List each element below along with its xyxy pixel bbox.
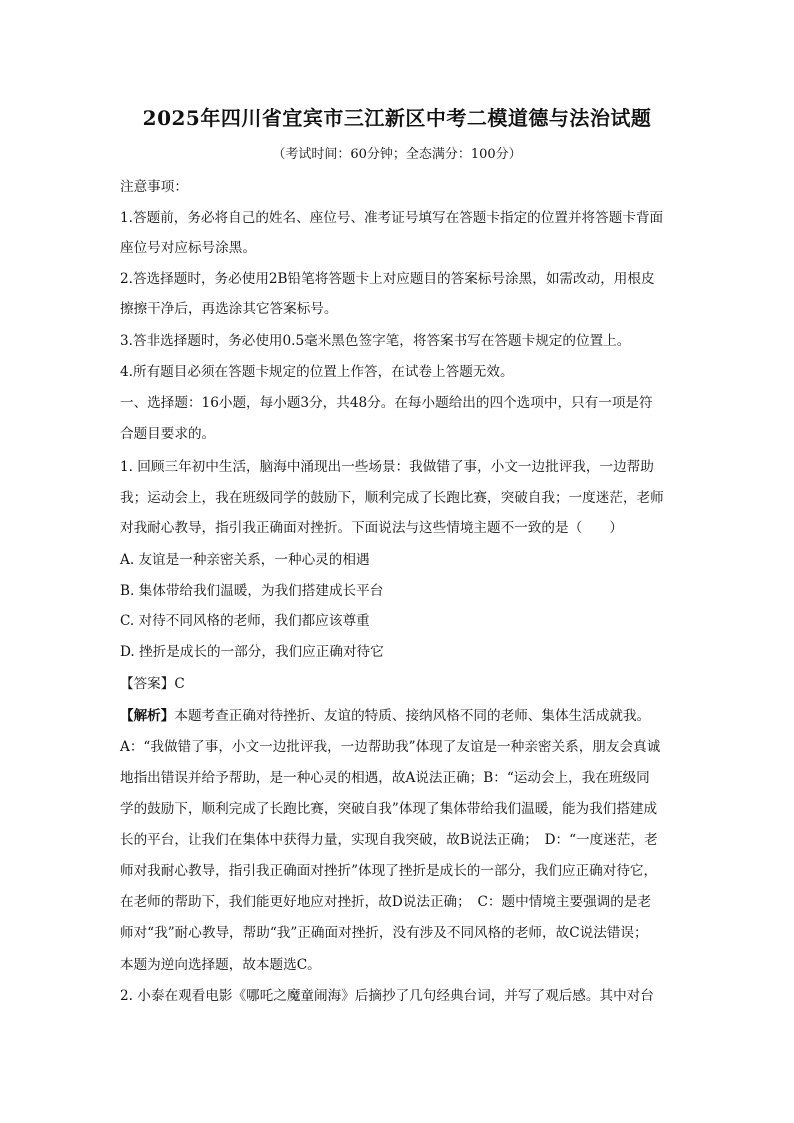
notice-line: 2.答选择题时，务必使用2B铅笔将答题卡上对应题目的答案标号涂黑，如需改动，用根皮 <box>120 271 655 287</box>
notice-line: 3.答非选择题时，务必使用0.5毫米黑色签字笔，将答案书写在答题卡规定的位置上。 <box>120 333 631 349</box>
analysis-first-line <box>120 706 650 726</box>
question-1-stem: 对我耐心教导，指引我正确面对挫折。下面说法与这些情境主题不一致的是（ ） <box>120 520 623 536</box>
notice-line: 擦擦干净后，再选涂其它答案标号。 <box>120 301 338 317</box>
section-heading: 合题目要求的。 <box>120 426 216 442</box>
notice-line: 座位号对应标号涂黑。 <box>120 240 256 256</box>
exam-info-subtitle: （考试时间：60分钟；全态满分：100分） <box>272 147 522 162</box>
notice-heading: 注意事项： <box>120 179 188 195</box>
analysis-line: A：“我做错了事，小文一边批评我，一边帮助我”体现了友谊是一种亲密关系，朋友会真诚 <box>120 739 661 755</box>
option-d: D. 挫折是成长的一部分，我们应正确对待它 <box>120 644 384 660</box>
option-c: C. 对待不同风格的老师，我们都应该尊重 <box>120 613 370 629</box>
option-b: B. 集体带给我们温暖，为我们搭建成长平台 <box>120 583 384 599</box>
notice-line: 4.所有题目必须在答题卡规定的位置上作答，在试卷上答题无效。 <box>120 364 514 380</box>
section-heading: 一、选择题：16小题，每小题3分，共48分。在每小题给出的四个选项中，只有一项是符 <box>120 395 653 411</box>
analysis-line: 在老师的帮助下，我们能更好地应对挫折，故D说法正确； C：题中情境主要强调的是老 <box>120 894 652 910</box>
question-1-stem: 我；运动会上，我在班级同学的鼓励下，顺利完成了长跑比赛，突破自我；一度迷茫，老师 <box>120 490 664 506</box>
analysis-text: 本题考查正确对待挫折、友谊的特质、接纳风格不同的老师、集体生活成就我。 <box>174 708 651 724</box>
analysis-line: 学的鼓励下，顺利完成了长跑比赛，突破自我”体现了集体带给我们温暖，能为我们搭建成 <box>120 801 658 817</box>
answer-label: 【答案】C <box>120 676 185 692</box>
analysis-line: 地指出错误并给予帮助，是一种心灵的相遇，故A说法正确；B：“运动会上，我在班级同 <box>120 770 650 786</box>
option-a: A. 友谊是一种亲密关系，一种心灵的相遇 <box>120 552 370 568</box>
notice-line: 1.答题前，务必将自己的姓名、座位号、准考证号填写在答题卡指定的位置并将答题卡背面 <box>120 210 664 226</box>
analysis-line: 师对我耐心教导，指引我正确面对挫折”体现了挫折是成长的一部分，我们应正确对待它， <box>120 863 658 879</box>
analysis-line: 长的平台，让我们在集体中获得力量，实现自我突破，故B说法正确； D：“一度迷茫，老 <box>120 832 658 848</box>
analysis-line: 本题为逆向选择题，故本题选C。 <box>120 957 321 973</box>
analysis-line: 师对“我”耐心教导，帮助“我”正确面对挫折，没有涉及不同风格的老师，故C说法错误； <box>120 925 648 941</box>
question-2-stem: 2. 小泰在观看电影《哪吒之魔童闹海》后摘抄了几句经典台词，并写了观后感。其中对台 <box>120 988 654 1004</box>
page-title: 2025年四川省宜宾市三江新区中考二模道德与法治试题 <box>142 106 652 130</box>
question-1-stem: 1. 回顾三年初中生活，脑海中涌现出一些场景：我做错了事，小文一边批评我，一边帮助 <box>120 459 654 475</box>
analysis-label: 【解析】 <box>120 708 175 724</box>
